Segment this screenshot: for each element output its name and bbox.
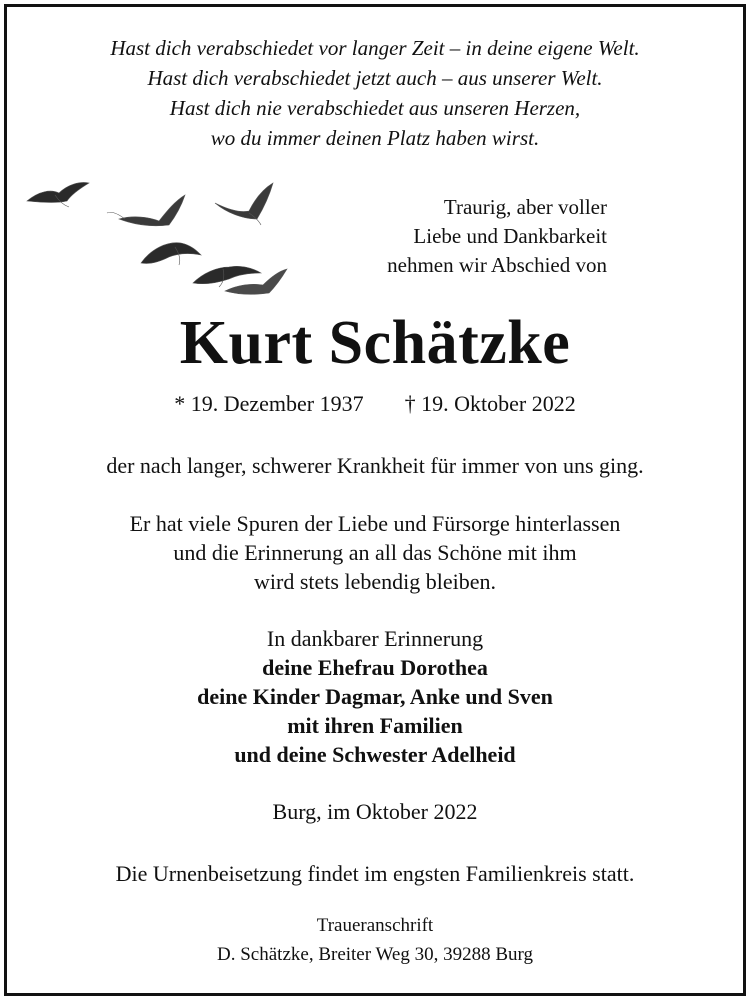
address-line: D. Schätzke, Breiter Weg 30, 39288 Burg [217, 944, 533, 965]
tribute-line: Er hat viele Spuren der Liebe und Fürsorge hinterlassen [129, 511, 621, 536]
birth-date: * 19. Dezember 1937 [174, 391, 364, 416]
mourning-address [7, 911, 743, 969]
tribute-text [7, 509, 743, 596]
place-date-text: Burg, im Oktober 2022 [272, 799, 478, 824]
mourner-line: mit ihren Familien [287, 713, 463, 738]
remembrance-block [7, 624, 743, 769]
remembrance-label: In dankbarer Erinnerung [266, 626, 484, 651]
obituary-notice [4, 4, 746, 996]
intro-text [307, 193, 607, 280]
poem-line: Hast dich verabschiedet vor langer Zeit – in deine eigene Welt. [110, 36, 640, 60]
mourner-line: und deine Schwester Adelheid [234, 742, 516, 767]
deceased-name: Kurt Schätzke [179, 309, 571, 377]
flying-geese-icon [25, 173, 295, 303]
cause-line: der nach langer, schwerer Krankheit für immer von uns ging. [106, 453, 644, 478]
poem-line: Hast dich nie verabschiedet aus unseren Herzen, [169, 96, 581, 120]
poem-line: Hast dich verabschiedet jetzt auch – aus unserer Welt. [147, 66, 603, 90]
tribute-line: wird stets lebendig bleiben. [254, 569, 496, 594]
tribute-line: und die Erinnerung an all das Schöne mit ihm [173, 540, 577, 565]
intro-line: Traurig, aber voller [443, 195, 607, 219]
intro-line: Liebe und Dankbarkeit [413, 224, 607, 248]
cause-text [7, 451, 743, 480]
mourner-line: deine Kinder Dagmar, Anke und Sven [197, 684, 553, 709]
mourner-line: deine Ehefrau Dorothea [262, 655, 488, 680]
poem-line: wo du immer deinen Platz haben wirst. [210, 126, 540, 150]
life-dates [7, 389, 743, 419]
address-label: Traueranschrift [316, 915, 434, 936]
death-date: † 19. Oktober 2022 [404, 391, 576, 416]
burial-note [7, 859, 743, 888]
poem [7, 33, 743, 153]
place-date [7, 797, 743, 826]
intro-line: nehmen wir Abschied von [387, 253, 607, 277]
burial-note-text: Die Urnenbeisetzung findet im engsten Familienkreis statt. [115, 861, 635, 886]
